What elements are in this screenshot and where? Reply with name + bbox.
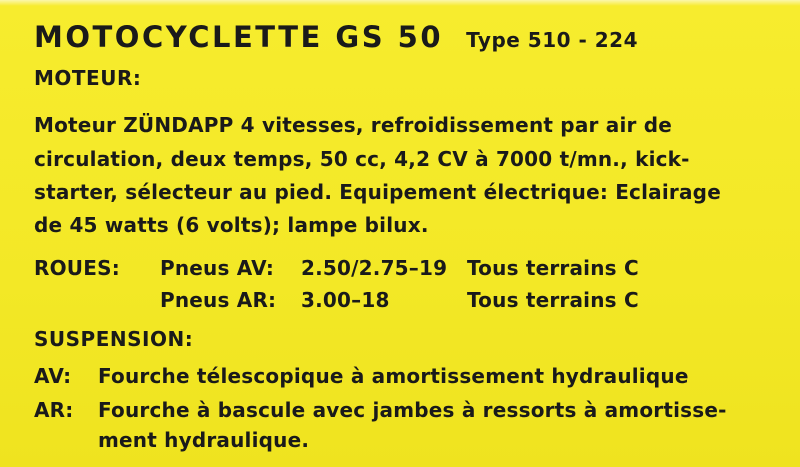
- roues-av-size: 2.50/2.75–19: [301, 256, 448, 280]
- paper-edge: [0, 0, 800, 6]
- roues-av-use: Tous terrains C: [467, 256, 639, 280]
- roues-ar-use: Tous terrains C: [467, 288, 639, 312]
- suspension-ar-text: Fourche à bascule avec jambes à ressorts à amortisse-: [98, 398, 727, 422]
- moteur-line-2: circulation, deux temps, 50 cc, 4,2 CV à 7000 t/mn., kick-: [34, 147, 690, 171]
- roues-ar-size: 3.00–18: [301, 288, 390, 312]
- suspension-heading: SUSPENSION:: [34, 327, 194, 351]
- suspension-av-label: AV:: [34, 364, 72, 388]
- suspension-av-text: Fourche télescopique à amortissement hydraulique: [98, 364, 689, 388]
- roues-ar-tire: Pneus AR:: [160, 288, 277, 312]
- suspension-ar-label: AR:: [34, 398, 74, 422]
- moteur-line-4: de 45 watts (6 volts); lampe bilux.: [34, 213, 429, 237]
- suspension-ar-text-cont: ment hydraulique.: [98, 428, 310, 452]
- title-line: [34, 20, 638, 54]
- moteur-line-1: Moteur ZÜNDAPP 4 vitesses, refroidissement par air de: [34, 113, 673, 137]
- moteur-heading: MOTEUR:: [34, 66, 142, 90]
- roues-label: ROUES:: [34, 256, 120, 280]
- roues-av-tire: Pneus AV:: [160, 256, 275, 280]
- model-type: Type 510 - 224: [466, 28, 639, 52]
- moteur-line-3: starter, sélecteur au pied. Equipement électrique: Eclairage: [34, 180, 721, 204]
- model-title: MOTOCYCLETTE GS 50: [34, 20, 444, 54]
